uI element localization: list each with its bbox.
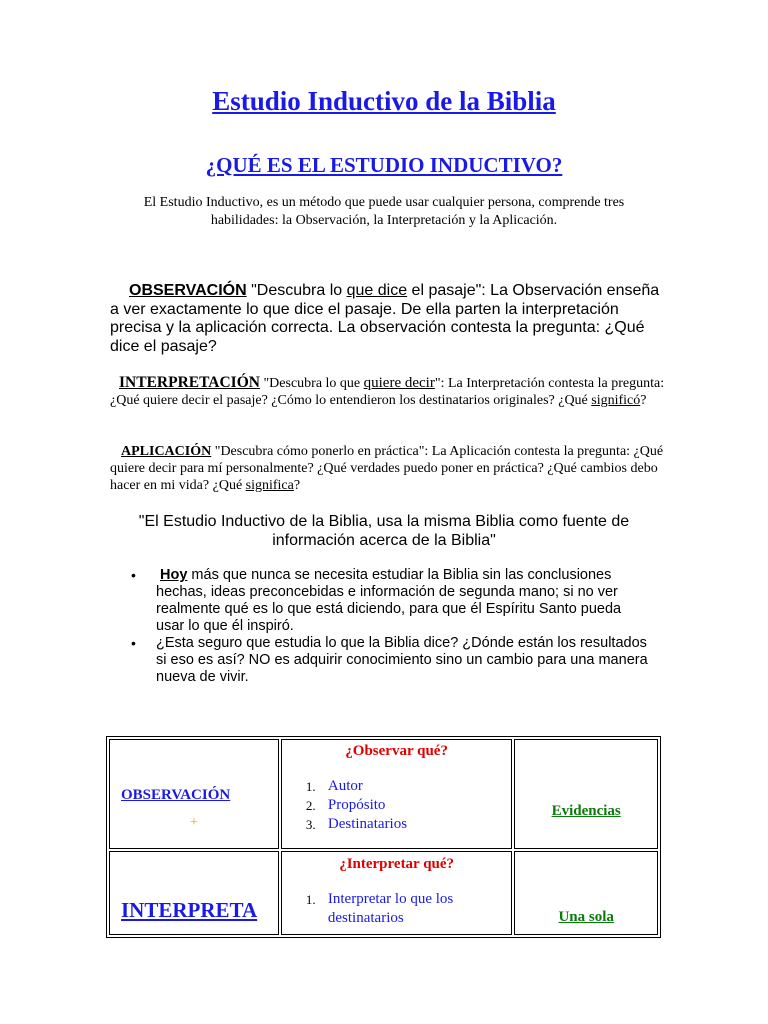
- item-text: Interpretar lo que los destinatarios: [327, 891, 454, 926]
- list-item: [282, 777, 511, 796]
- item-text: Destinatarios: [327, 816, 408, 832]
- item-number: 3.: [305, 817, 316, 832]
- bullet-list: [118, 567, 648, 686]
- bullet-text: ¿Esta seguro que estudia lo que la Biblia dice? ¿Dónde están los resultados si eso es así? NO es adquirir conocimiento sino un cambio para una manera nueva de vivir.: [156, 635, 648, 685]
- interpretacion-underlined-2: significó: [591, 393, 641, 408]
- table-cell-result: [514, 851, 658, 935]
- table-cell-result: [514, 739, 658, 849]
- item-list: [282, 777, 511, 834]
- list-item: [282, 815, 511, 834]
- item-text: Autor: [327, 778, 363, 794]
- list-item: [282, 890, 511, 928]
- interpretacion-paragraph: [110, 374, 670, 409]
- aplicacion-underlined: significa: [245, 478, 294, 493]
- list-item: [118, 567, 648, 635]
- item-number: 2.: [305, 798, 316, 813]
- question-heading: ¿Interpretar qué?: [339, 856, 455, 872]
- table-cell-content: [281, 851, 512, 935]
- table-cell-content: [281, 739, 512, 849]
- bullet-dot-icon: •: [131, 635, 136, 651]
- interpreta-table-label[interactable]: INTERPRETA: [121, 898, 258, 922]
- bullet-dot-icon: •: [131, 567, 136, 583]
- section-heading: ¿QUÉ ES EL ESTUDIO INDUCTIVO?: [205, 153, 563, 177]
- table-row: [109, 739, 658, 849]
- list-item: [118, 635, 648, 686]
- observacion-label: OBSERVACIÓN: [129, 282, 247, 299]
- interpretacion-text-2: ": La Interpretación contesta la pregunta: ¿Qué quiere decir el pasaje? ¿Cómo lo entendieron los destinatarios originales? ¿Qué: [110, 376, 665, 408]
- bullet-text: más que nunca se necesita estudiar la Biblia sin las conclusiones hechas, ideas preconcebidas e información de segunda mano; si no ver realmente qué es lo que está diciendo, para que él Espíritu Santo pueda usar lo que él inspiró.: [156, 567, 622, 634]
- question-heading: ¿Observar qué?: [345, 743, 448, 759]
- item-list: [282, 890, 511, 928]
- intro-line-1: El Estudio Inductivo, es un método que puede usar cualquier persona, comprende tres: [143, 195, 625, 210]
- observacion-text-1: "Descubra lo: [246, 282, 347, 299]
- plus-icon: +: [190, 815, 198, 830]
- result-una-sola: Una sola: [558, 909, 614, 925]
- interpretacion-text-1: "Descubra lo que: [259, 376, 364, 391]
- list-item: [282, 796, 511, 815]
- aplicacion-label: APLICACIÓN: [121, 444, 212, 459]
- aplicacion-text-2: ?: [293, 478, 301, 493]
- result-evidencias: Evidencias: [551, 803, 621, 819]
- intro-paragraph: [100, 194, 668, 230]
- table-cell-label: [109, 739, 279, 849]
- item-number: 1.: [305, 779, 316, 794]
- study-table: [106, 736, 661, 938]
- observacion-text-2: el pasaje": La Observación enseña a ver exactamente lo que dice el pasaje. De ella parten la interpretación precisa y la aplicación correcta. La observación contesta la pregunta: ¿Qué dice el pasaje?: [110, 282, 660, 355]
- observacion-underlined: que dice: [346, 282, 408, 299]
- item-number: 1.: [305, 892, 316, 907]
- aplicacion-paragraph: [110, 443, 670, 494]
- bullet-bold-word: Hoy: [160, 567, 188, 583]
- quote-paragraph: "El Estudio Inductivo de la Biblia, usa la misma Biblia como fuente de información acerca de la Biblia": [138, 513, 630, 549]
- interpretacion-text-3: ?: [640, 393, 647, 408]
- table-cell-label: [109, 851, 279, 935]
- aplicacion-text-1: "Descubra cómo ponerlo en práctica": La Aplicación contesta la pregunta: ¿Qué quiere decir para mí personalmente? ¿Qué verdades puedo poner en práctica? ¿Qué cambios debo hacer en mi vida? ¿Qué: [110, 444, 664, 493]
- item-text: Propósito: [327, 797, 386, 813]
- observacion-table-label[interactable]: OBSERVACIÓN: [121, 787, 231, 803]
- page-title[interactable]: Estudio Inductivo de la Biblia: [212, 86, 556, 116]
- interpretacion-underlined: quiere decir: [363, 375, 435, 391]
- table-row: [109, 851, 658, 935]
- intro-line-2: habilidades: la Observación, la Interpretación y la Aplicación.: [210, 213, 558, 228]
- observacion-paragraph: [110, 282, 670, 356]
- interpretacion-label: INTERPRETACIÓN: [119, 374, 260, 391]
